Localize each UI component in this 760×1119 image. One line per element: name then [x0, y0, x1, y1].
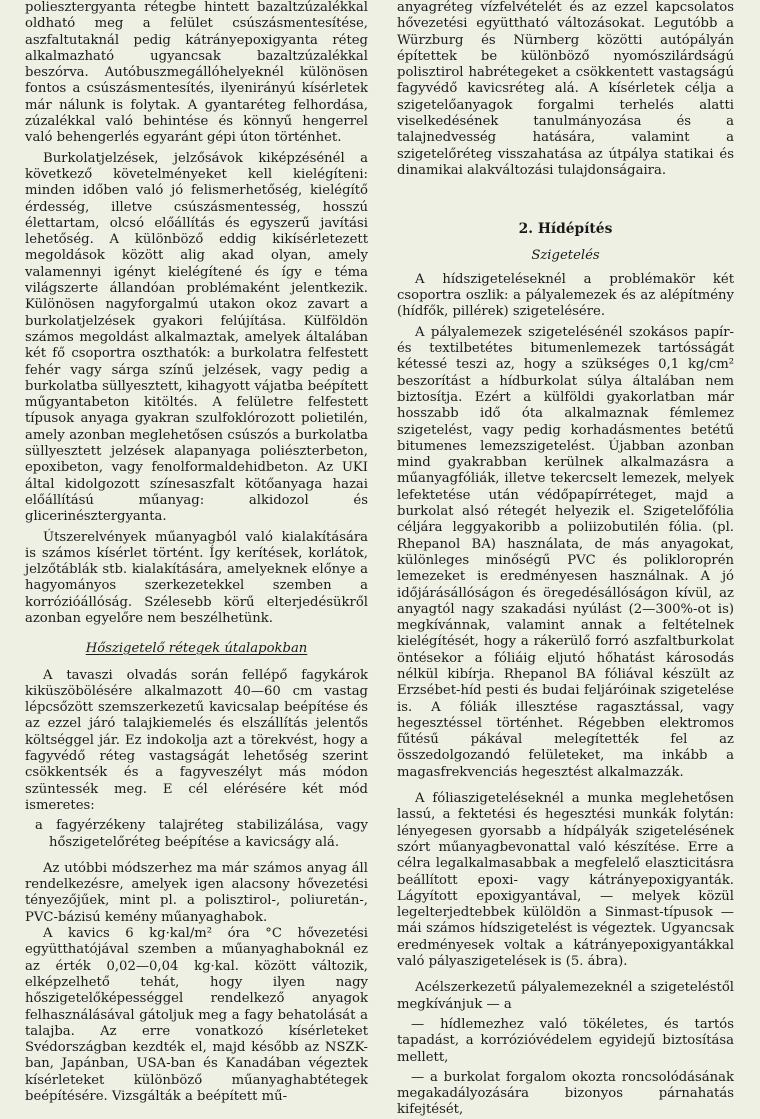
paragraph-road-markings: Burkolatjelzések, jelzősávok kiképzésénél a következő követelményeket kell kielégíteni: minden időben való jó felismerhetőség, kielégítő érdesség, illetve csúszásmentesség, hosszú élettartam, olcsó előállítás és egyszerű javítási lehetőség. A különböző eddig kikísérletezett megoldások között alig akad olyan, amely valamennyi igényt kielégítené és így e téma világszerte állandóan problémaként jelentkezik. Különösen nagyforgalmú utakon okoz zavart a burkolatjelzések gyakori felújítása. Külföldön számos megoldást alkalmaztak, amelyek általában két fő csoportra oszthatók: a burkolatra felfestett fehér vagy sárga színű jelzések, vagy pedig a burkolatba süllyesztett, kihagyott vájatba beépített műgyantabeton kitöltés. A felületre felfestett típusok anyaga gyakran szulfoklórozott polietilén, amely azonban meglehetősen csúszós a burkolatba süllyesztett jelzések alapanyaga poliészterbeton, epoxibeton, vagy fenolformaldehidbeton. Az UKI által kidolgozott színesaszfalt kötőanyaga hazai előállítású műanyag: alkidozol és glicerinésztergyanta. — [25, 150, 368, 525]
paragraph-deck-slabs: A pályalemezek szigetelésénél szokásos papír- és textilbetétes bitumenlemezek tartósságát kétessé teszi az, hogy a szükséges 0,1 kg/cm² beszorítást a hídburkolat súlya általában nem biztosítja. Ezért a külföldi gyakorlatban már hosszabb idő óta alkalmaznak fémlemez szigetelést, vagy pedig korhadásmentes betétű bitumenes lemezszigetelést. Újabban azonban mind gyakrabban kerülnek alkalmazásra a műanyagfóliák, illetve tekercselt lemezek, melyek lefektetése után védőpapírréteget, majd a burkolat alsó rétegét helyezik el. Szigetelőfólia céljára leggyakoribb a poliizobutilén fólia. (pl. Rhepanol BA) használata, de más anyagokat, különleges minőségű PVC és polikloroprén lemezeket is eredményesen használnak. A jó időjárásállóságon és öregedésállóságon kívül, az anyagtól nagy szakadási nyúlást (2—300%-ot is) megkívánnak, valamint annak a feltételnek kielégítését, hogy a rákerülő forró aszfaltburkolat öntésekor a fóliáig eljutó hőhatást károsodás nélkül kibírja. Rhepanol BA fóliával készült az Erzsébet-híd pesti és budai feljáróinak szigetelése is. A fóliák illesztése ragasztással, vagy hegesztéssel történhet. Régebben elektromos fűtésű pákával melegítették fel az összedolgozandó felületeket, ma inkább a magasfrekvenciás hegesztést alkalmazzák. — [397, 324, 734, 780]
paragraph-bridge-insulation: A hídszigeteléseknél a problémakör két csoportra oszlik: a pályalemezek és az alépítmény (hídfők, pillérek) szigetelésére. — [397, 271, 734, 320]
paragraph-road-fixtures: Útszerelvények műanyagból való kialakítására is számos kísérlet történt. Így kerítések, korlátok, jelzőtáblák stb. kialakítására, amelyeknek előnye a hagyományos szerkezetekkel szemben a korrózióállóság. Szélesebb körű elterjedésükről azonban egyelőre nem beszélhetünk. — [25, 529, 368, 626]
right-column — [397, 0, 734, 1119]
paragraph-water-absorption: anyagréteg vízfelvételét és az ezzel kapcsolatos hővezetési együttható változásokat. Legutóbb a Würzburg és Nürnberg közötti autópályán építettek be különböző nyomószilárdságú polisztirol habrétegeket a csökkentett vastagságú fagyvédő kavicsréteg alá. A kísérletek célja a szigetelőanyagok forgalmi terhelés alatti viselkedésének tanulmányozása és a talajnedvesség hatására, valamint a szigetelőréteg visszahatása az útpálya statikai és dinamikai alakváltozási tulajdonságaira. — [397, 0, 734, 178]
section-title-bridge-building: 2. Hídépítés — [518, 221, 613, 238]
left-column — [25, 0, 368, 1105]
paragraph-surface-treatment: poliesztergyanta rétegbe hintett bazaltzúzalékkal oldható meg a felület csúszásmentesítése, aszfaltutaknál pedig kátrányepoxigyanta réteg alkalmazható ugyancsak bazaltzúzalékkal beszórva. Autóbuszmegállóhelyeknél különösen fontos a csúszásmentesítés, ilyenirányú kísérletek már nálunk is folytak. A gyantaréteg felhordása, zúzalékkal való behintése és könnyű hengerrel való behengerlés egyaránt gépi úton történhet. — [25, 0, 368, 146]
paragraph-plastic-foams: Az utóbbi módszerhez ma már számos anyag áll rendelkezésre, amelyek igen alacsony hővezetési tényezőjűek, mint pl. a polisztirol-, poliuretán-, PVC-bázisú kemény műanyaghabok. — [25, 860, 368, 925]
subheading-insulation: Szigetelés — [531, 247, 600, 263]
paragraph-thermal-conductivity: A kavics 6 kg·kal/m² óra °C hővezetési együtthatójával szemben a műanyaghaboknál ez az érték 0,02—0,04 kg·kal. között változik, elképzelhető tehát, hogy ilyen nagy hőszigetelőképességgel rendelkező anyagok felhasználásával gátoljuk meg a fagy behatolását a talajba. Az erre vonatkozó kísérleteket Svédországban kezdték el, majd később az NSZK-ban, Japánban, USA-ban és Kanadában végeztek kísérleteket különböző műanyaghabtétegek beépítésére. Vizsgálták a beépített mű- — [25, 926, 368, 1104]
paragraph-foil-insulation: A fóliaszigeteléseknél a munka meglehetősen lassú, a fektetési és hegesztési munkák folytán: lényegesen gyorsabb a hídpályák szigetelésének szórt műanyagbevonattal való készítése. Erre a célra legalkalmasabbak a megfelelő elaszticitásra beállított epoxi- vagy kátrányepoxigyanták. Lágyított epoxigyantával, — melyek közül legelterjedtebbek külöldön a Sinmast-típusok — mái számos hídszigetelést is végeztek. Ugyancsak eredményesek voltak a kátrányepoxigyantákkal való pályaszigetelések is (5. ábra). — [397, 791, 734, 970]
paragraph-frost-damage: A tavaszi olvadás során fellépő fagykárok kiküszöbölésére alkalmazott 40—60 cm vastag lépcsőzött szemszerkezetű kavicsalap beépítése és az ezzel járó talajkiemelés és elszállítás jelentős költséggel jár. Ez indokolja azt a törekvést, hogy a fagyvédő réteg vastagságát lehetőség szerint csökkentsék és a fagyveszélyt más módon szüntessék meg. E cél elérésére két mód ismeretes: — [25, 667, 368, 813]
subheading-insulating-layers: Hőszigetelő rétegek útalapokban — [85, 641, 308, 657]
paragraph-steel-decks: Acélszerkezetű pályalemezeknél a szigeteléstől megkívánjuk — a — [397, 980, 734, 1012]
list-item-cushion: — a burkolat forgalom okozta roncsolódásának megakadályozására bizonyos párnahatás kifejtését, — [397, 1069, 734, 1118]
list-item-adhesion: — hídlemezhez való tökéletes, és tartós tapadást, a korrózióvédelem egyidejű biztosítása mellett, — [397, 1016, 734, 1065]
list-item-frost-methods: a fagyérzékeny talajréteg stabilizálása, vagy hőszigetelőréteg beépítése a kavicságy alá. — [35, 818, 368, 850]
